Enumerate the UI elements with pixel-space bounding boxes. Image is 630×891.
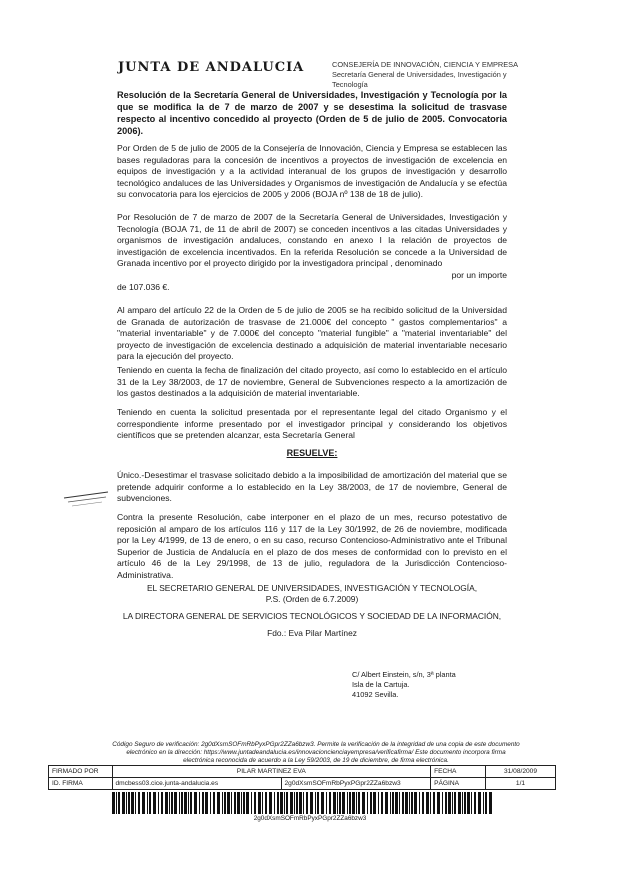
address-line-2: Isla de la Cartuja.	[352, 680, 410, 689]
paragraph-2	[117, 212, 507, 293]
signature-line-2: P.S. (Orden de 6.7.2009)	[265, 594, 359, 604]
barcode-text: 2g0dXsmSOFmRbPyxPGpr2ZZa6bzw3	[253, 815, 367, 822]
fecha-label: FECHA	[431, 766, 486, 778]
paragraph-5: Teniendo en cuenta la solicitud presentada por el representante legal del citado Organismo y el correspondiente informe presentado por el investigador principal y considerando los objetivos científicos que se pretenden alcanzar, esta Secretaría General	[117, 407, 507, 441]
signature-line-4: Fdo.: Eva Pilar Martínez	[267, 628, 357, 638]
stamp-icon	[62, 484, 112, 510]
paragraph-2-amount-lead: por un importe	[451, 269, 507, 280]
signature-table	[48, 765, 556, 790]
pagina-label: PÁGINA	[431, 778, 486, 790]
signature-line-1: EL SECRETARIO GENERAL DE UNIVERSIDADES, INVESTIGACIÓN Y TECNOLOGÍA,	[146, 583, 478, 593]
paragraph-1: Por Orden de 5 de julio de 2005 de la Consejería de Innovación, Ciencia y Empresa se establecen las bases reguladoras para la concesión de incentivos a proyectos de investigación de excelencia en equipos de investigación y a la actividad interanual de los grupos de investigación y desarrollo tecnológico andaluces de las Universidades y Organismos de investigación de Andalucía y se efectúa su convocatoria para los ejercicios de 2005 y 2006 (BOJA nº 138 de 18 de julio).	[117, 143, 507, 200]
address-block	[352, 670, 502, 700]
secretaria-name: Secretaría General de Universidades, Investigación y Tecnología	[332, 70, 507, 89]
paragraph-7: Contra la presente Resolución, cabe interponer en el plazo de un mes, recurso potestativo de reposición al amparo de los artículos 116 y 117 de la Ley 30/1992, de 26 de noviembre, modificada por la Ley 4/1999, de 13 de enero, o en su caso, recurso Contencioso-Administrativo ante el Tribunal Superior de Justicia de Andalucía en el plazo de dos meses de conformidad con lo previsto en el artículo 46 de la Ley 29/1998, de 13 de julio, reguladora de la Jurisdicción Contencioso-Administrativa.	[117, 512, 507, 580]
idfirma-server: dmcbess03.cice.junta-andalucia.es	[112, 778, 281, 790]
pagina-value: 1/1	[486, 778, 556, 790]
paragraph-4: Teniendo en cuenta la fecha de finalización del citado proyecto, así como lo establecido en el artículo 31 de la Ley 38/2003, de 17 de noviembre, General de Subvenciones respecto a la amortización de los gastos destinados a la adquisición de material inventariable.	[117, 365, 507, 399]
signature-block	[117, 583, 507, 639]
address-line-3: 41092 Sevilla.	[352, 690, 399, 699]
header-consejeria	[332, 60, 522, 90]
verification-text: Código Seguro de verificación: 2g0dXsmSOFmRbPyxPGpr2ZZa6bzw3. Permite la verificación de la integridad de una copia de este documento electrónico en la dirección: https://www.juntadeandalucia.es/innovacioncienciayempresa/verificafirma/ Este documento incorpora firma electrónica reconocida de acuerdo a la Ley 59/2003, de 19 de diciembre, de firma electrónica.	[112, 741, 520, 764]
barcode-icon	[112, 792, 492, 814]
firmado-value: PILAR MARTINEZ EVA	[112, 766, 431, 778]
idfirma-code: 2g0dXsmSOFmRbPyxPGpr2ZZa6bzw3	[281, 778, 431, 790]
fecha-value: 31/08/2009	[486, 766, 556, 778]
signature-line-3: LA DIRECTORA GENERAL DE SERVICIOS TECNOLÓGICOS Y SOCIEDAD DE LA INFORMACIÓN,	[122, 611, 502, 621]
document-title: Resolución de la Secretaría General de Universidades, Investigación y Tecnología por la que se modifica la de 7 de marzo de 2007 y se desestima la solicitud de trasvase respecto al incentivo concedido al proyecto (Orden de 5 de julio de 2005. Convocatoria 2006).	[117, 90, 507, 136]
idfirma-label: ID. FIRMA	[49, 778, 113, 790]
paragraph-6: Único.-Desestimar el trasvase solicitado debido a la imposibilidad de amortización del material que se pretende adquirir conforme a lo establecido en la Ley 38/2003, de 17 de noviembre, General de subvenciones.	[117, 470, 507, 504]
resuelve-heading: RESUELVE:	[286, 448, 338, 458]
consejeria-name: CONSEJERÍA DE INNOVACIÓN, CIENCIA Y EMPRESA	[332, 60, 519, 69]
paragraph-2-amount: de 107.036 €.	[117, 281, 170, 292]
paragraph-3: Al amparo del artículo 22 de la Orden de 5 de julio de 2005 se ha recibido solicitud de la Universidad de Granada de autorización de trasvase de 21.000€ del concepto " gastos complementarios" a "material inventariable" y de 7.000€ del concepto "material fungible" a "material inventariable" del proyecto de investigación de excelencia destinado a adquisición de material inventariable necesario para la ejecución del proyecto.	[117, 305, 507, 362]
junta-logo: JUNTA DE ANDALUCIA	[118, 60, 305, 75]
firmado-label: FIRMADO POR	[49, 766, 113, 778]
address-line-1: C/ Albert Einstein, s/n, 3ª planta	[352, 670, 456, 679]
paragraph-2-text: Por Resolución de 7 de marzo de 2007 de la Secretaría General de Universidades, Investigación y Tecnología (BOJA 71, de 11 de abril de 2007) se conceden incentivos a las citadas Universidades y organismos de investigación andaluces, constando en anexo I la relación de proyectos de investigación de excelencia incentivados. En la referida Resolución se concede a la Universidad de Granada incentivo por el proyecto dirigido por la investigadora principal , denominado	[117, 212, 507, 269]
